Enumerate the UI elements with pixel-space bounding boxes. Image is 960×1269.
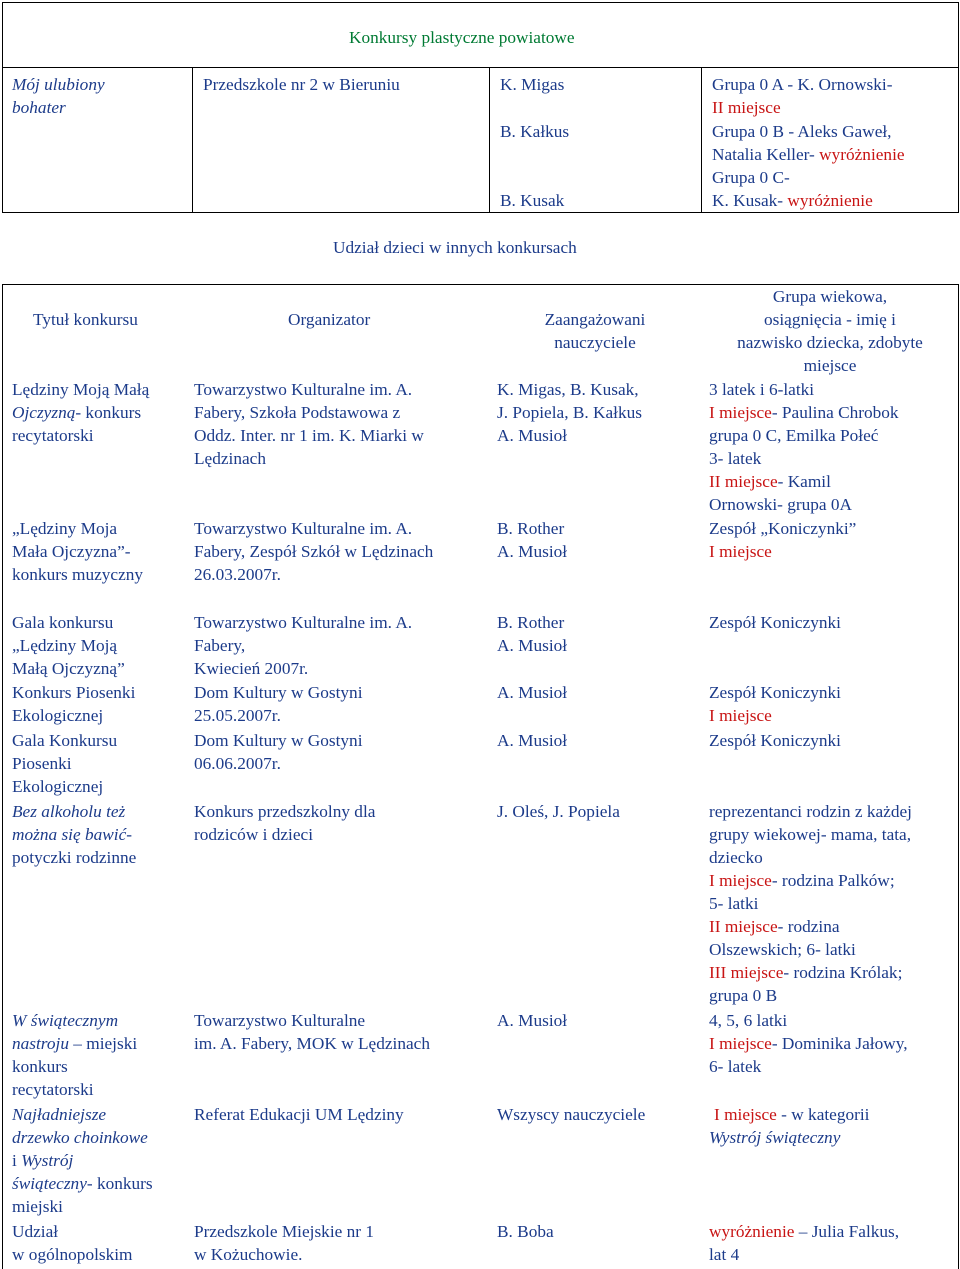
competition-title	[12, 1172, 153, 1195]
competition-title: Konkurs Piosenki	[12, 683, 136, 702]
result-line: Zespół „Koniczynki”	[709, 519, 857, 538]
column-header-organizer: Organizator	[288, 310, 371, 329]
teacher-name: A. Musioł	[497, 683, 568, 702]
result-line: Zespół Koniczynki	[709, 683, 841, 702]
competition-title	[12, 401, 141, 424]
result-line	[714, 1103, 869, 1126]
result-line: grupa 0 C, Emilka Połeć	[709, 426, 879, 445]
column-header-title: Tytuł konkursu	[33, 310, 138, 329]
competition-title: recytatorski	[12, 426, 94, 445]
competition-title-part: - konkurs	[75, 403, 142, 422]
column-header-results: nazwisko dziecka, zdobyte	[737, 333, 923, 352]
organizer: Dom Kultury w Gostyni	[194, 683, 363, 702]
result-text: K. Kusak-	[712, 191, 788, 210]
competition-title: Mała Ojczyzna”-	[12, 542, 131, 561]
teacher-name: K. Migas, B. Kusak,	[497, 380, 639, 399]
column-header-results: Grupa wiekowa,	[772, 287, 888, 306]
competition-title: w ogólnopolskim	[12, 1245, 133, 1264]
section-title-other: Udział dzieci w innych konkursach	[333, 238, 577, 257]
result-line	[709, 961, 902, 984]
teacher-name: B. Boba	[497, 1222, 554, 1241]
result-line	[709, 1032, 908, 1055]
award-place: I miejsce	[709, 706, 772, 725]
table-divider	[2, 284, 3, 1269]
organizer: Oddz. Inter. nr 1 im. K. Miarki w	[194, 426, 424, 445]
result-text: - rodzina	[777, 917, 840, 936]
result-line: grupy wiekowej- mama, tata,	[709, 825, 912, 844]
table-divider	[192, 67, 193, 213]
result-text: Natalia Keller-	[712, 145, 820, 164]
result-line: lat 4	[709, 1245, 740, 1264]
result-line: Ornowski- grupa 0A	[709, 495, 853, 514]
competition-title: Ekologicznej	[12, 706, 104, 725]
competition-name: Mój ulubiony	[12, 75, 105, 94]
organizer: 06.06.2007r.	[194, 754, 281, 773]
competition-title-part: Wystrój	[21, 1151, 74, 1170]
competition-title-part: świąteczny-	[12, 1174, 93, 1193]
award-place: I miejsce	[709, 1034, 772, 1053]
competition-title: Ekologicznej	[12, 777, 104, 796]
competition-title: „Lędziny Moja	[12, 519, 118, 538]
table-divider	[489, 67, 490, 213]
organizer: Dom Kultury w Gostyni	[194, 731, 363, 750]
result-text: - Kamil	[777, 472, 831, 491]
competition-title: recytatorski	[12, 1080, 94, 1099]
result-line: Wystrój świąteczny	[709, 1128, 841, 1147]
competition-title: konkurs	[12, 1057, 68, 1076]
competition-title-part: nastroju	[12, 1034, 69, 1053]
award-place: I miejsce	[709, 871, 772, 890]
result-line	[709, 1220, 899, 1243]
result-line	[709, 470, 831, 493]
teacher-name: J. Popiela, B. Kałkus	[497, 403, 642, 422]
award-place: II miejsce	[709, 472, 778, 491]
award-place: I miejsce	[709, 403, 772, 422]
competition-title-part: Ojczyzną	[12, 403, 76, 422]
teacher-name: A. Musioł	[497, 731, 568, 750]
teacher-name: A. Musioł	[497, 636, 568, 655]
competition-title: miejski	[12, 1197, 63, 1216]
organizer: Fabery, Szkoła Podstawowa z	[194, 403, 401, 422]
competition-title	[12, 1032, 137, 1055]
result-line: 4, 5, 6 latki	[709, 1011, 788, 1030]
competition-title: Bez alkoholu też	[12, 802, 126, 821]
organizer: rodziców i dzieci	[194, 825, 313, 844]
result-line: 3 latek i 6-latki	[709, 380, 815, 399]
column-header-results: osiągnięcia - imię i	[764, 310, 896, 329]
result-text: – Julia Falkus,	[794, 1222, 900, 1241]
result-line: 3- latek	[709, 449, 762, 468]
organizer: Referat Edukacji UM Lędziny	[194, 1105, 404, 1124]
competition-title: Piosenki	[12, 754, 72, 773]
competition-name: bohater	[12, 98, 66, 117]
award-place: II miejsce	[712, 98, 781, 117]
organizer: Fabery,	[194, 636, 246, 655]
competition-title: „Lędziny Moją	[12, 636, 118, 655]
award-place: I miejsce	[709, 542, 772, 561]
result-line	[712, 143, 905, 166]
competition-title: Najładniejsze	[12, 1105, 107, 1124]
column-header-results: miejsce	[803, 356, 857, 375]
competition-title: Gala konkursu	[12, 613, 114, 632]
result-line	[712, 189, 873, 212]
award-distinction: wyróżnienie	[709, 1222, 795, 1241]
result-line: Zespół Koniczynki	[709, 613, 841, 632]
organizer: Towarzystwo Kulturalne im. A.	[194, 613, 413, 632]
organizer: w Kożuchowie.	[194, 1245, 303, 1264]
teacher-name: B. Kusak	[500, 191, 565, 210]
competition-title: Gala Konkursu	[12, 731, 118, 750]
competition-title: konkurs muzyczny	[12, 565, 144, 584]
result-line: dziecko	[709, 848, 763, 867]
result-text: - rodzina Królak;	[783, 963, 903, 982]
organizer: Fabery, Zespół Szkół w Lędzinach	[194, 542, 434, 561]
organizer: Towarzystwo Kulturalne im. A.	[194, 380, 413, 399]
result-line	[709, 869, 895, 892]
competition-title: Lędziny Moją Małą	[12, 380, 150, 399]
column-header-teachers: nauczyciele	[554, 333, 636, 352]
competition-title-part: – miejski	[68, 1034, 138, 1053]
competition-title: Małą Ojczyzną”	[12, 659, 125, 678]
result-line: Olszewskich; 6- latki	[709, 940, 856, 959]
result-line: Grupa 0 B - Aleks Gaweł,	[712, 122, 892, 141]
organizer: Towarzystwo Kulturalne	[194, 1011, 366, 1030]
award-place: III miejsce	[709, 963, 784, 982]
organizer: 26.03.2007r.	[194, 565, 281, 584]
organizer: Towarzystwo Kulturalne im. A.	[194, 519, 413, 538]
result-text: - w kategorii	[776, 1105, 870, 1124]
competition-title: W świątecznym	[12, 1011, 119, 1030]
award-place: II miejsce	[709, 917, 778, 936]
teacher-name: Wszyscy nauczyciele	[497, 1105, 646, 1124]
teacher-name: K. Migas	[500, 75, 565, 94]
organizer: Przedszkole Miejskie nr 1	[194, 1222, 374, 1241]
result-text: - rodzina Palków;	[771, 871, 895, 890]
competition-title-part: konkurs	[92, 1174, 153, 1193]
award-distinction: wyróżnienie	[819, 145, 905, 164]
competition-title: potyczki rodzinne	[12, 848, 137, 867]
table-divider	[2, 67, 959, 68]
award-distinction: wyróżnienie	[787, 191, 873, 210]
section-title-county: Konkursy plastyczne powiatowe	[349, 28, 575, 47]
result-line: Grupa 0 C-	[712, 168, 790, 187]
teacher-name: B. Rother	[497, 519, 565, 538]
result-text: - Dominika Jałowy,	[771, 1034, 908, 1053]
competition-title-part: i	[12, 1151, 22, 1170]
teacher-name: B. Rother	[497, 613, 565, 632]
organizer: im. A. Fabery, MOK w Lędzinach	[194, 1034, 430, 1053]
organizer: Konkurs przedszkolny dla	[194, 802, 376, 821]
result-line	[709, 401, 899, 424]
table-divider	[701, 67, 702, 213]
result-line: Zespół Koniczynki	[709, 731, 841, 750]
organizer: 25.05.2007r.	[194, 706, 281, 725]
competition-title: Udział	[12, 1222, 59, 1241]
result-line: reprezentanci rodzin z każdej	[709, 802, 912, 821]
result-line	[709, 915, 840, 938]
organizer: Przedszkole nr 2 w Bieruniu	[203, 75, 400, 94]
teacher-name: J. Oleś, J. Popiela	[497, 802, 620, 821]
result-line: Grupa 0 A - K. Ornowski-	[712, 75, 893, 94]
teacher-name: B. Kałkus	[500, 122, 570, 141]
organizer: Lędzinach	[194, 449, 266, 468]
result-line: 5- latki	[709, 894, 759, 913]
competition-title	[12, 1149, 73, 1172]
teacher-name: A. Musioł	[497, 426, 568, 445]
award-place: I miejsce	[714, 1105, 777, 1124]
result-text: - Paulina Chrobok	[771, 403, 899, 422]
table-divider	[958, 284, 959, 1269]
column-header-teachers: Zaangażowani	[544, 310, 646, 329]
competition-title: można się bawić-	[12, 825, 132, 844]
teacher-name: A. Musioł	[497, 1011, 568, 1030]
result-line: grupa 0 B	[709, 986, 778, 1005]
result-line: 6- latek	[709, 1057, 762, 1076]
teacher-name: A. Musioł	[497, 542, 568, 561]
competition-title: drzewko choinkowe	[12, 1128, 148, 1147]
organizer: Kwiecień 2007r.	[194, 659, 309, 678]
